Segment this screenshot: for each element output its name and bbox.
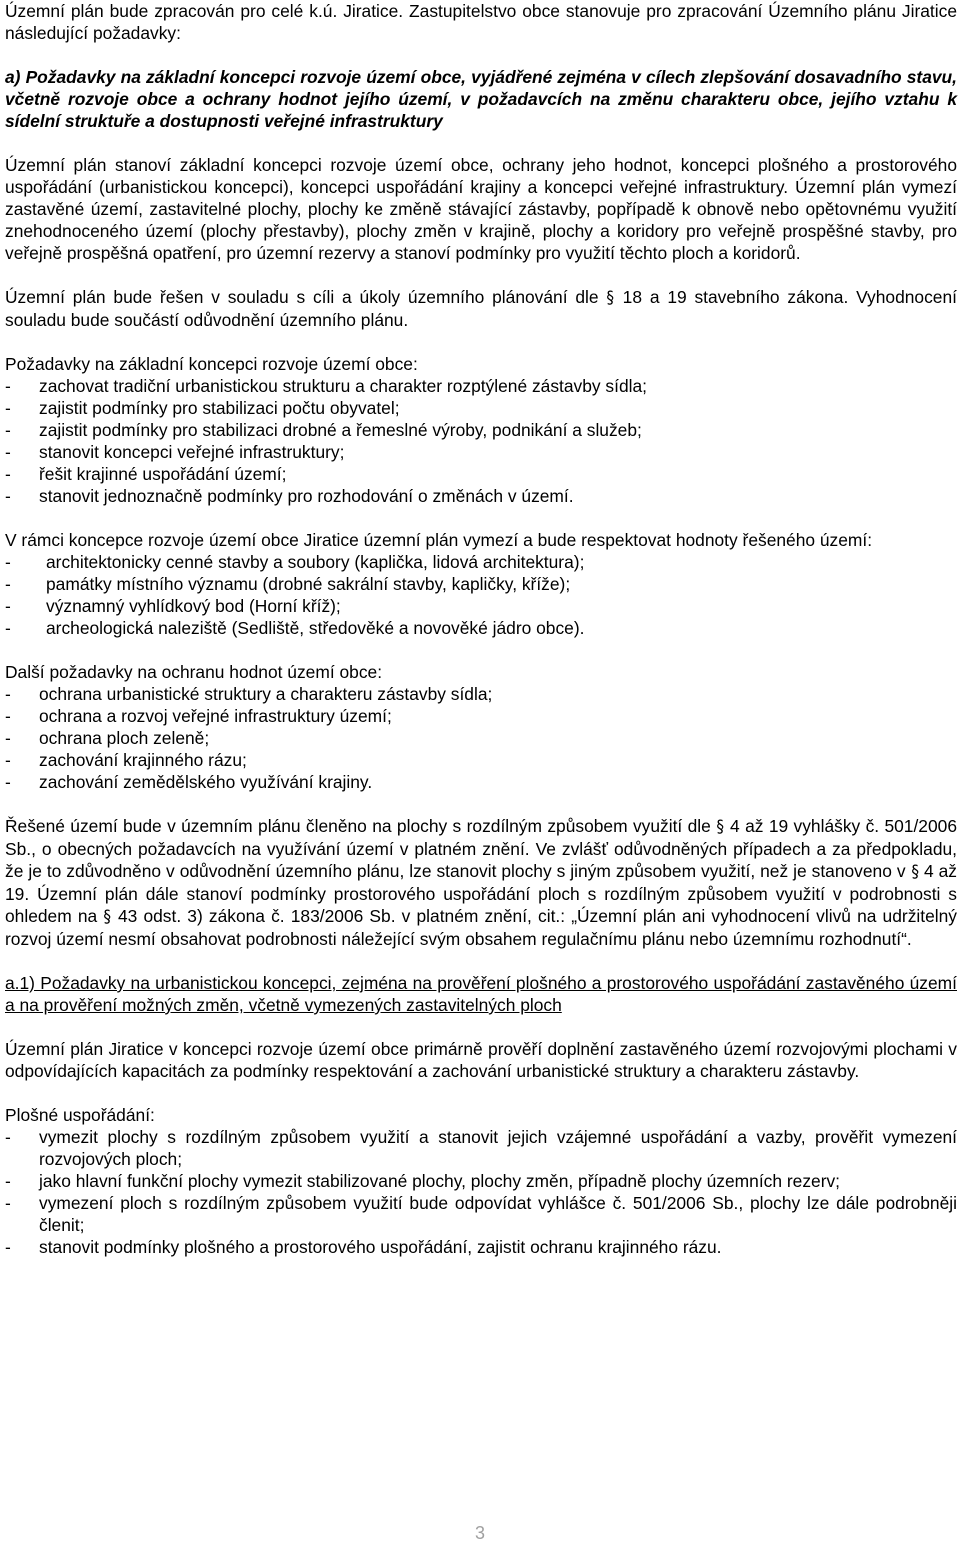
list-bullet: - (5, 1193, 11, 1213)
list-item-text: jako hlavní funkční plochy vymezit stabilizované plochy, plochy změn, případně plochy územních rezerv; (39, 1171, 841, 1191)
list-item-text: řešit krajinné uspořádání území; (39, 464, 287, 484)
section-heading-a1: a.1) Požadavky na urbanistickou koncepci, zejména na prověření plošného a prostorového uspořádání zastavěného území a na prověření možných změn, včetně vymezených zastavitelných ploch (5, 973, 957, 1015)
list-item-text: památky místního významu (drobné sakrální stavby, kapličky, kříže); (46, 574, 571, 594)
list-item-text: zachování krajinného rázu; (39, 750, 247, 770)
list-item-text: archeologická naleziště (Sedliště, středověké a novověké jádro obce). (46, 618, 585, 638)
list-bullet: - (5, 772, 11, 792)
list-item (5, 397, 957, 419)
list-bullet: - (5, 420, 11, 440)
list-item (5, 617, 957, 639)
list-bullet: - (5, 706, 11, 726)
list-bullet: - (5, 684, 11, 704)
list-item (5, 1170, 957, 1192)
list-item (5, 1236, 957, 1258)
list-title: Požadavky na základní koncepci rozvoje území obce: (5, 354, 418, 374)
list-bullet: - (5, 376, 11, 396)
section-sign: § (910, 862, 919, 882)
list-bullet: - (5, 464, 11, 484)
list-item (5, 771, 957, 793)
text-run: 4 až 19. Územní plán dále stanoví podmínky prostorového uspořádání ploch s rozdílným způsobem využití v podrobnosti s ohledem na (5, 861, 957, 926)
list-bullet: - (5, 1127, 11, 1147)
list-item-text: ochrana urbanistické struktury a charakteru zástavby sídla; (39, 684, 493, 704)
list-item-text: stanovit podmínky plošného a prostorového uspořádání, zajistit ochranu krajinného rázu. (39, 1237, 722, 1257)
list-item (5, 441, 957, 463)
list-item (5, 419, 957, 441)
text-run: 43 odst. 3) zákona č. 183/2006 Sb. v platném znění, cit.: „Územní plán ani vyhodnocení vlivů na udržitelný rozvoj území nesmí obsahovat podrobnosti náležející svým obsahem regulačnímu plánu nebo územnímu rozhodnutí“. (5, 906, 957, 949)
list-item-text: vymezit plochy s rozdílným způsobem využití a stanovit jejich vzájemné uspořádání a vazby, prověřit vymezení rozvojových ploch; (39, 1127, 957, 1169)
list-item-text: ochrana a rozvoj veřejné infrastruktury území; (39, 706, 392, 726)
section-sign: § (606, 288, 615, 308)
list-item (5, 375, 957, 397)
list-bullet: - (5, 486, 11, 506)
list-item (5, 485, 957, 507)
text-run: 18 a 19 stavebního zákona. Vyhodnocení souladu bude součástí odůvodnění územního plánu. (5, 287, 957, 330)
list-item-text: zajistit podmínky pro stabilizaci počtu obyvatel; (39, 398, 400, 418)
list-item (5, 573, 957, 595)
list-item-text: architektonicky cenné stavby a soubory (kaplička, lidová architektura); (46, 552, 585, 572)
list-bullet: - (5, 596, 11, 616)
list-title: Plošné uspořádání: (5, 1105, 155, 1125)
list-item (5, 551, 957, 573)
section-heading-a: a) Požadavky na základní koncepci rozvoje území obce, vyjádřené zejména v cílech zlepšování dosavadního stavu, včetně rozvoje obce a ochrany hodnot jejího území, v požadavcích na změnu charakteru obce, jejího vztahu k sídelní struktuře a dostupnosti veřejné infrastruktury (5, 67, 957, 131)
list-item-text: zajistit podmínky pro stabilizaci drobné a řemeslné výroby, podnikání a služeb; (39, 420, 642, 440)
list-item-text: stanovit jednoznačně podmínky pro rozhodování o změnách v území. (39, 486, 574, 506)
list-item-text: zachování zemědělského využívání krajiny. (39, 772, 373, 792)
list-item-text: významný vyhlídkový bod (Horní kříž); (46, 596, 341, 616)
list-bullet: - (5, 728, 11, 748)
paragraph-urbanisticka-koncepce: Územní plán Jiratice v koncepci rozvoje území obce primárně prověří doplnění zastavěného území rozvojovými plochami v odpovídajících kapacitách za podmínky respektování a zachování urbanistické struktury a charakteru zástavby. (5, 1039, 957, 1081)
list-pozadavky-koncepce (5, 353, 957, 507)
list-title: Další požadavky na ochranu hodnot území obce: (5, 662, 383, 682)
paragraph-soulad (5, 286, 957, 331)
list-bullet: - (5, 1171, 11, 1191)
list-item-text: stanovit koncepci veřejné infrastruktury; (39, 442, 345, 462)
list-title: V rámci koncepce rozvoje území obce Jiratice územní plán vymezí a bude respektovat hodnoty řešeného území: (5, 530, 873, 550)
paragraph-koncepce: Územní plán stanoví základní koncepci rozvoje území obce, ochrany jeho hodnot, koncepci plošného a prostorového uspořádání (urbanistickou koncepci), koncepci uspořádání krajiny a koncepci veřejné infrastruktury. Územní plán vymezí zastavěné území, zastavitelné plochy, plochy ke změně stávající zástavby, popřípadě k obnově nebo opětovnému využití znehodnoceného území (plochy přestavby), plochy změn v krajině, plochy a koridory pro veřejně prospěšné stavby, pro veřejně prospěšná opatření, pro územní rezervy a stanoví podmínky pro využití těchto ploch a koridorů. (5, 155, 957, 263)
list-item (5, 595, 957, 617)
list-item-text: ochrana ploch zeleně; (39, 728, 210, 748)
list-item (5, 705, 957, 727)
intro-paragraph: Územní plán bude zpracován pro celé k.ú. Jiratice. Zastupitelstvo obce stanovuje pro zpracování Územního plánu Jiratice následující požadavky: (5, 1, 957, 43)
document-page (5, 0, 957, 1258)
list-bullet: - (5, 618, 11, 638)
list-item (5, 727, 957, 749)
list-plosne-usporadani (5, 1104, 957, 1258)
page-number: 3 (474, 1523, 485, 1543)
text-run: Územní plán bude řešen v souladu s cíli a úkoly územního plánování dle (5, 287, 607, 307)
list-bullet: - (5, 750, 11, 770)
list-bullet: - (5, 1237, 11, 1257)
section-sign: § (103, 907, 112, 927)
list-item-text: vymezení ploch s rozdílným způsobem využití bude odpovídat vyhlášce č. 501/2006 Sb., plochy lze dále podrobněji členit; (39, 1193, 957, 1235)
list-bullet: - (5, 574, 11, 594)
text-run: Řešené území bude v územním plánu členěno na plochy s rozdílným způsobem využití dle (5, 816, 717, 836)
paragraph-cleneni-ploch (5, 815, 957, 950)
list-item-text: zachovat tradiční urbanistickou strukturu a charakter rozptýlené zástavby sídla; (39, 376, 648, 396)
text-run: 4 až 19 vyhlášky č. 501/2006 Sb., o obecných požadavcích na využívání území v platném znění. Ve zvlášť odůvodněných případech a za předpokladu, že je to zdůvodněno v odůvodnění územního plánu, lze stanovit plochy s jiným způsobem využití, než je stanoveno v (5, 816, 957, 881)
list-item (5, 683, 957, 705)
section-sign: § (716, 817, 725, 837)
list-item (5, 1192, 957, 1236)
list-bullet: - (5, 552, 11, 572)
list-bullet: - (5, 442, 11, 462)
list-item (5, 1126, 957, 1170)
list-item (5, 749, 957, 771)
list-bullet: - (5, 398, 11, 418)
list-item (5, 463, 957, 485)
list-ochrana-hodnot (5, 661, 957, 793)
list-hodnoty-uzemi (5, 529, 957, 639)
